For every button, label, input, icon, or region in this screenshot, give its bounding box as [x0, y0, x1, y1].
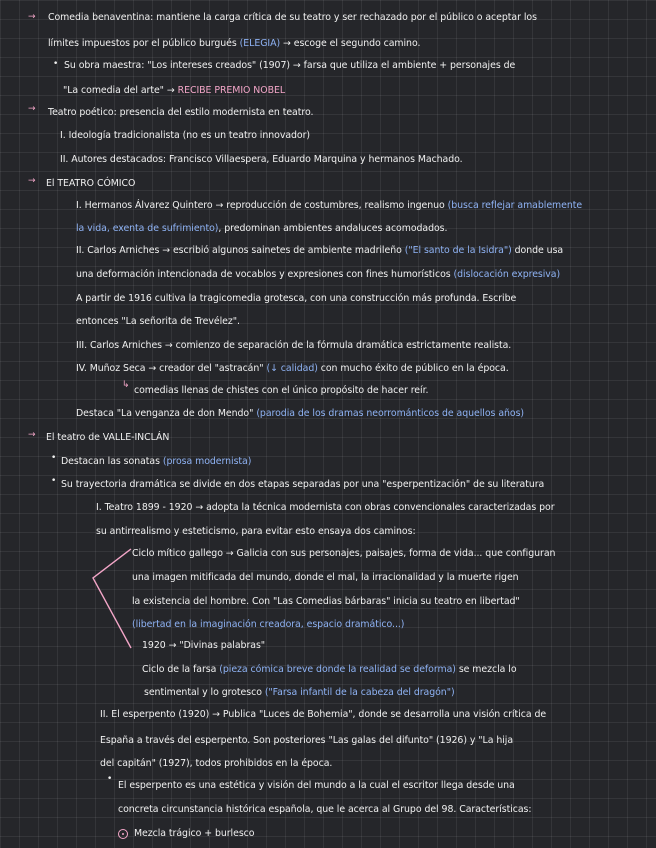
note-line [134, 828, 254, 840]
note-text: Su trayectoria dramática se divide en dos etapas separadas por una "esperpentización" de su literatura [61, 479, 545, 490]
note-text: → escoge el segundo camino. [280, 38, 421, 49]
note-line [76, 363, 509, 375]
note-line [142, 640, 265, 652]
bullet-dot-icon: • [107, 774, 113, 784]
note-line [76, 223, 447, 235]
note-line [76, 316, 240, 328]
note-highlight-text: ("El santo de la Isidra") [404, 245, 512, 256]
note-text: I. Teatro 1899 - 1920 → adopta la técnica modernista con obras convencionales caracterizadas por [96, 502, 555, 513]
note-text: límites impuestos por el público burgués [48, 38, 240, 49]
note-line [76, 269, 560, 281]
note-text: II. Autores destacados: Francisco Villaespera, Eduardo Marquina y hermanos Machado. [60, 154, 463, 165]
note-text: concreta circunstancia histórica española, que le acerca al Grupo del 98. Características: [118, 804, 532, 815]
note-highlight-text: (prosa modernista) [162, 456, 252, 467]
note-text: Destacan las sonatas [61, 456, 163, 467]
note-line [132, 572, 519, 584]
note-line [64, 60, 515, 72]
note-line [96, 502, 555, 514]
note-text: una imagen mitificada del mundo, donde el mal, la irracionalidad y la muerte rigen [132, 572, 519, 583]
note-highlight-text: (busca reflejar amablemente [447, 200, 583, 211]
note-line [61, 479, 544, 491]
note-line [100, 735, 513, 747]
note-text: Su obra maestra: "Los intereses creados" (1907) → farsa que utiliza el ambiente + personajes de [64, 60, 516, 71]
note-line [48, 107, 313, 119]
note-line [76, 245, 563, 257]
bullet-dot-icon: • [51, 453, 57, 463]
note-line [46, 432, 169, 444]
note-text: su antirrealismo y esteticismo, para evitar esto ensaya dos caminos: [96, 526, 416, 537]
note-emphasis-text: RECIBE PREMIO NOBEL [177, 85, 286, 96]
note-line [76, 340, 511, 352]
note-line [118, 804, 532, 816]
note-text: IV. Muñoz Seca → creador del "astracán" [76, 363, 267, 374]
note-text: , predominan ambientes andaluces acomodados. [218, 223, 448, 234]
note-text: I. Hermanos Álvarez Quintero → reproducción de costumbres, realismo ingenuo [76, 200, 448, 211]
note-line [142, 664, 517, 676]
note-line [48, 38, 420, 50]
hook-arrow-icon: ↳ [122, 380, 130, 390]
note-text: El teatro de VALLE-INCLÁN [46, 432, 170, 443]
note-line [132, 548, 555, 560]
bullet-dot-icon: • [53, 59, 59, 69]
note-line [61, 456, 251, 468]
note-line [60, 154, 463, 166]
arrow-bullet-icon: → [28, 430, 36, 440]
note-line [132, 596, 520, 608]
note-text: sentimental y lo grotesco [144, 687, 265, 698]
note-text: entonces "La señorita de Trevélez". [76, 316, 240, 327]
note-line [63, 85, 285, 97]
note-text: se mezcla lo [455, 664, 517, 675]
note-text: España a través del esperpento. Son posteriores "Las galas del difunto" (1926) y "La hija [100, 735, 514, 746]
note-text: A partir de 1916 cultiva la tragicomedia grotesca, con una construcción más profunda. Escribe [76, 293, 517, 304]
note-text: II. Carlos Arniches → escribió algunos sainetes de ambiente madrileño [76, 245, 405, 256]
note-line [144, 687, 455, 699]
note-highlight-text: (parodia de los dramas neorrománticos de aquellos años) [256, 408, 525, 419]
note-text: Mezcla trágico + burlesco [134, 828, 255, 839]
note-text: con mucho éxito de público en la época. [317, 363, 509, 374]
note-line [76, 293, 516, 305]
note-line [100, 758, 332, 770]
note-text: una deformación intencionada de vocablos y expresiones con fines humorísticos [76, 269, 454, 280]
note-text: la existencia del hombre. Con "Las Comedias bárbaras" inicia su teatro en libertad" [132, 596, 520, 607]
note-text: 1920 → "Divinas palabras" [142, 640, 266, 651]
arrow-bullet-icon: → [28, 176, 36, 186]
note-line [100, 709, 546, 721]
note-text: "La comedia del arte" → [63, 85, 178, 96]
note-line [46, 178, 135, 190]
bracket-icon [93, 549, 131, 648]
note-line [48, 12, 537, 24]
note-line [60, 130, 310, 142]
note-text: Teatro poético: presencia del estilo modernista en teatro. [48, 107, 314, 118]
note-text: del capitán" (1927), todos prohibidos en la época. [100, 758, 333, 769]
note-line [96, 526, 416, 538]
note-line [76, 408, 524, 420]
note-text: Ciclo de la farsa [142, 664, 220, 675]
note-text: comedias llenas de chistes con el único propósito de hacer reír. [134, 385, 429, 396]
arrow-bullet-icon: → [28, 12, 36, 22]
note-text: Destaca "La venganza de don Mendo" [76, 408, 257, 419]
note-highlight-text: ("Farsa infantil de la cabeza del dragón") [264, 687, 455, 698]
note-text: II. El esperpento (1920) → Publica "Luces de Bohemia", donde se desarrolla una visión crítica de [100, 709, 547, 720]
note-highlight-text: (ELEGIA) [239, 38, 281, 49]
note-line [132, 619, 404, 631]
note-line [118, 780, 515, 792]
note-text: Comedia benaventina: mantiene la carga crítica de su teatro y ser rechazado por el público o aceptar los [48, 12, 537, 23]
note-text: El TEATRO CÓMICO [46, 178, 136, 189]
note-text: III. Carlos Arniches → comienzo de separación de la fórmula dramática estrictamente realista. [76, 340, 512, 351]
circled-bullet-icon [118, 829, 128, 839]
note-highlight-text: (pieza cómica breve donde la realidad se deforma) [219, 664, 456, 675]
note-text: donde usa [511, 245, 564, 256]
note-text: El esperpento es una estética y visión del mundo a la cual el escritor llega desde una [118, 780, 515, 791]
arrow-bullet-icon: → [28, 104, 36, 114]
note-highlight-text: la vida, exenta de sufrimiento) [76, 223, 219, 234]
note-text: I. Ideología tradicionalista (no es un teatro innovador) [60, 130, 311, 141]
note-line [134, 385, 428, 397]
note-line [76, 200, 582, 212]
note-text: Ciclo mítico gallego → Galicia con sus personajes, paisajes, forma de vida... que configuran [132, 548, 556, 559]
note-highlight-text: (libertad en la imaginación creadora, espacio dramático...) [132, 619, 405, 630]
note-highlight-text: (dislocación expresiva) [453, 269, 561, 280]
bullet-dot-icon: • [51, 476, 57, 486]
note-highlight-text: (↓ calidad) [266, 363, 318, 374]
